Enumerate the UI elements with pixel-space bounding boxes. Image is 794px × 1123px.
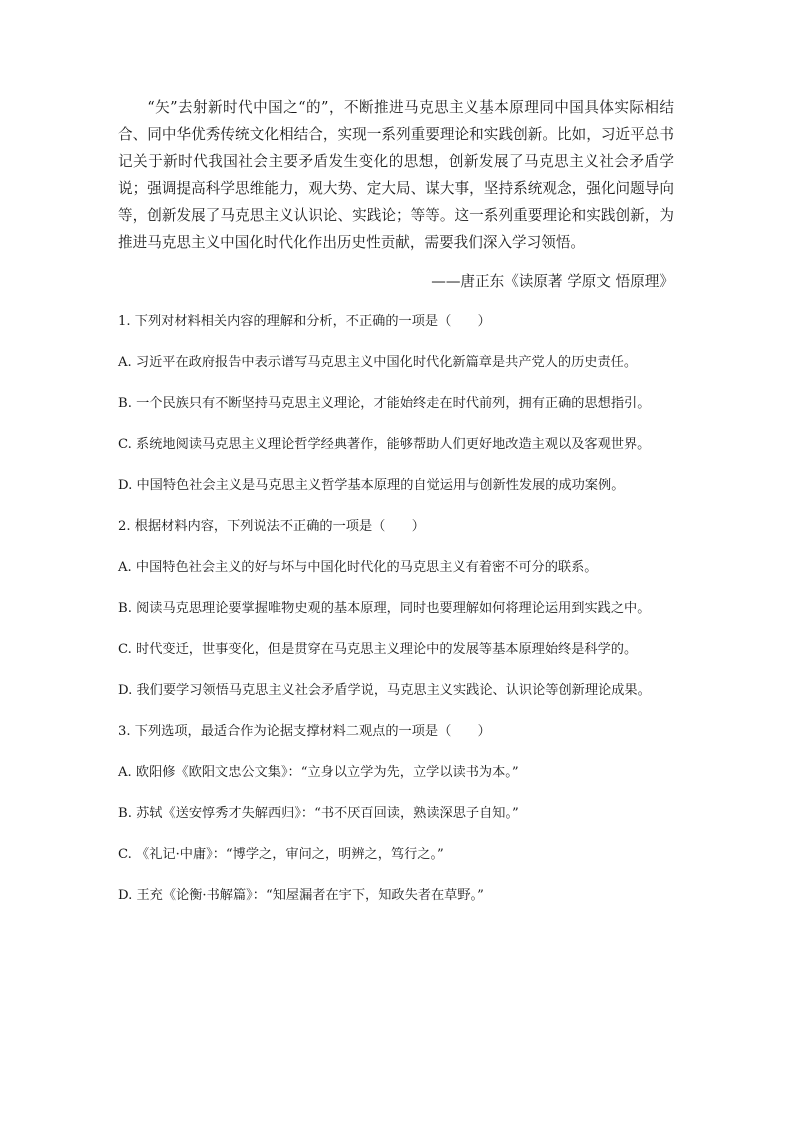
option-c: C. 《礼记·中庸》：“博学之，审问之，明辨之，笃行之。” (118, 847, 444, 862)
option-a: A. 习近平在政府报告中表示谱写马克思主义中国化时代化新篇章是共产党人的历史责任。 (118, 355, 638, 370)
question-3 (118, 720, 674, 908)
option-d: D. 我们要学习领悟马克思主义社会矛盾学说，马克思主义实践论、认识论等创新理论成果。 (118, 683, 651, 698)
option-d: D. 中国特色社会主义是马克思主义哲学基本原理的自觉运用与创新性发展的成功案例。 (118, 478, 625, 493)
option-a: A. 中国特色社会主义的好与坏与中国化时代化的马克思主义有着密不可分的联系。 (118, 560, 598, 575)
question-1 (118, 310, 674, 498)
option-b: B. 一个民族只有不断坚持马克思主义理论，才能始终走在时代前列，拥有正确的思想指引。 (118, 396, 651, 411)
option-c: C. 时代变迁，世事变化，但是贯穿在马克思主义理论中的发展等基本原理始终是科学的。 (118, 642, 638, 657)
passage-source: ——唐正东《读原著 学原文 悟原理》 (431, 273, 674, 290)
question-2 (118, 515, 674, 703)
question-stem: 1. 下列对材料相关内容的理解和分析，不正确的一项是（ ） (118, 314, 491, 329)
document-page (118, 94, 674, 908)
option-a: A. 欧阳修《欧阳文忠公文集》：“立身以立学为先，立学以读书为本。” (118, 765, 519, 780)
option-b: B. 阅读马克思理论要掌握唯物史观的基本原理，同时也要理解如何将理论运用到实践之中。 (118, 601, 651, 616)
option-b: B. 苏轼《送安惇秀才失解西归》：“书不厌百回读，熟读深思子自知。” (118, 806, 519, 821)
option-d: D. 王充《论衡·书解篇》：“知屋漏者在宇下，知政失者在草野。” (118, 888, 484, 903)
question-stem: 3. 下列选项，最适合作为论据支撑材料二观点的一项是（ ） (118, 724, 491, 739)
passage-paragraph: “矢”去射新时代中国之“的”，不断推进马克思主义基本原理同中国具体实际相结合、同中华优秀传统文化相结合，实现一系列重要理论和实践创新。比如，习近平总书记关于新时代我国社会主要矛盾发生变化的思想，创新发展了马克思主义社会矛盾学说；强调提高科学思维能力，观大势、定大局、谋大事，坚持系统观念，强化问题导向等，创新发展了马克思主义认识论、实践论；等等。这一系列重要理论和实践创新，为推进马克思主义中国化时代化作出历史性贡献，需要我们深入学习领悟。 (118, 99, 674, 251)
question-stem: 2. 根据材料内容，下列说法不正确的一项是（ ） (118, 519, 425, 534)
option-c: C. 系统地阅读马克思主义理论哲学经典著作，能够帮助人们更好地改造主观以及客观世界。 (118, 437, 651, 452)
